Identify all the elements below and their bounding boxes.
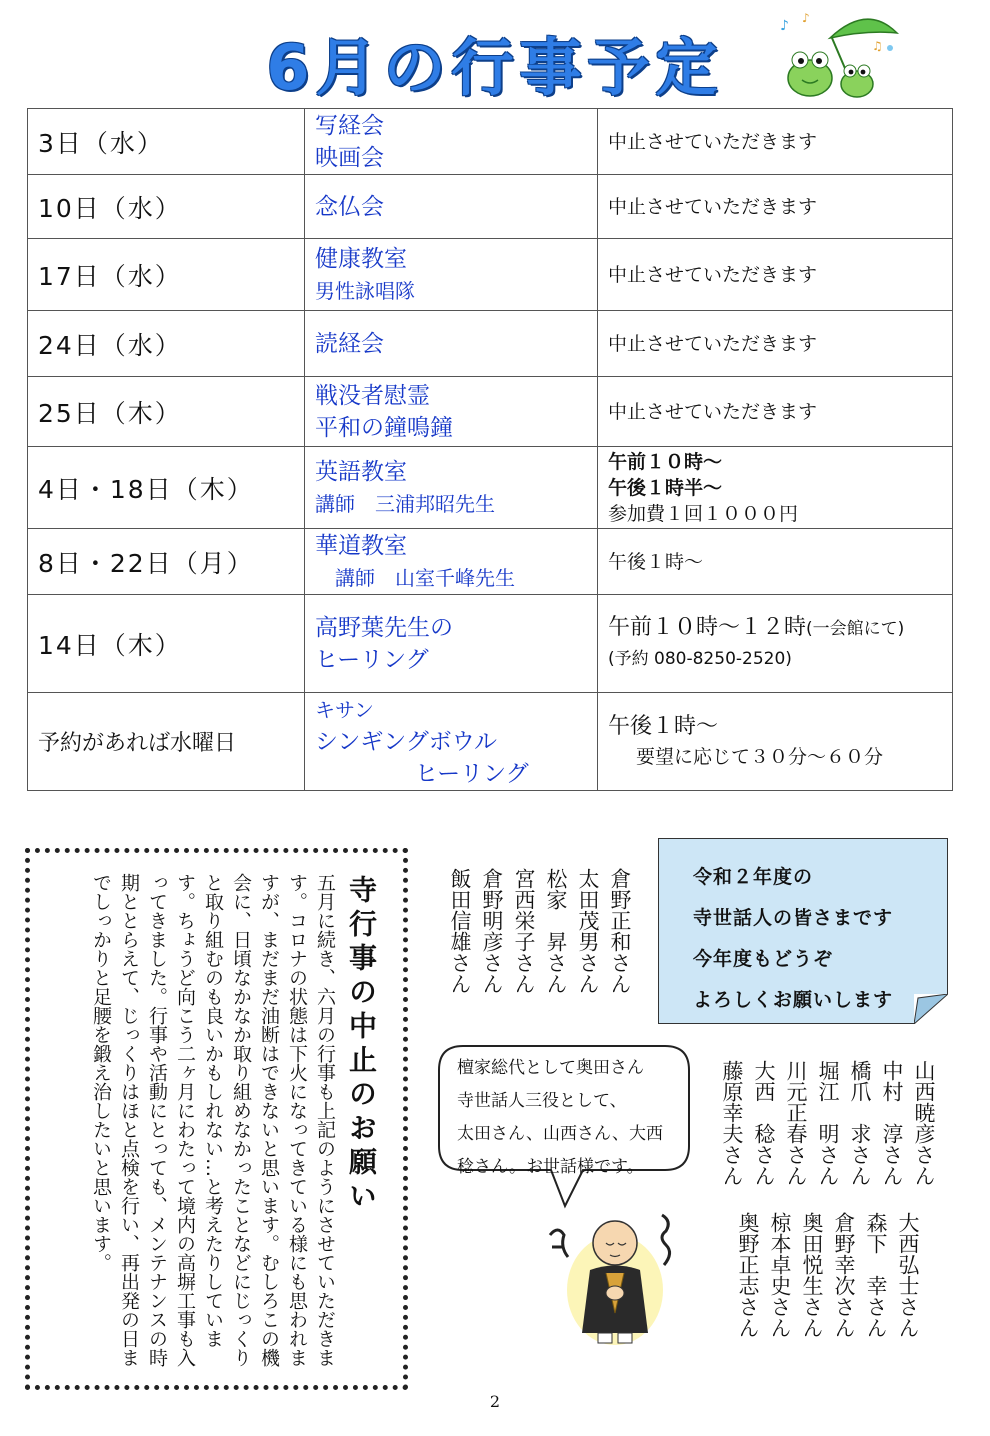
greeting-line: 寺世話人の皆さまです xyxy=(693,907,894,929)
event-name: ヒーリング xyxy=(315,646,429,673)
name-item: 山西暁彦さん xyxy=(912,1060,936,1186)
schedule-table xyxy=(27,108,953,791)
table-row xyxy=(28,239,953,311)
names-group-3 xyxy=(732,1212,924,1352)
event-name: 男性詠唱隊 xyxy=(315,278,415,303)
note-cell: 中止させていただきます xyxy=(598,239,953,311)
note-cell xyxy=(598,693,953,791)
date-cell: 予約があれば水曜日 xyxy=(28,693,305,791)
bubble-line: 寺世話人三役として、 xyxy=(457,1091,627,1111)
date-cell: 17日（水） xyxy=(28,239,305,311)
svg-text:♫: ♫ xyxy=(872,39,883,53)
event-name: 華道教室 xyxy=(315,532,407,559)
note-cell: 中止させていただきます xyxy=(598,377,953,447)
name-item: 川元正春さん xyxy=(784,1060,808,1186)
event-name: 平和の鐘鳴鐘 xyxy=(315,414,453,441)
frog-illustration xyxy=(772,8,902,103)
note-line: (予約 080-8250-2520) xyxy=(608,649,792,669)
table-row xyxy=(28,693,953,791)
note-cell: 午後１時～ xyxy=(598,529,953,595)
name-item: 大西 稔さん xyxy=(752,1060,776,1186)
note-line: 午後１時～ xyxy=(608,713,719,739)
event-name: 映画会 xyxy=(315,144,384,171)
name-item: 太田茂男さん xyxy=(576,868,600,994)
event-cell xyxy=(305,239,598,311)
note-cell: 中止させていただきます xyxy=(598,109,953,175)
name-item: 飯田信雄さん xyxy=(448,868,472,994)
name-item: 倉野明彦さん xyxy=(480,868,504,994)
bubble-line: 稔さん。お世話様です。 xyxy=(457,1157,644,1177)
name-item: 奥田悦生さん xyxy=(800,1212,824,1338)
event-cell xyxy=(305,109,598,175)
table-row xyxy=(28,109,953,175)
instructor: 講師 山室千峰先生 xyxy=(335,565,515,590)
event-cell xyxy=(305,175,598,239)
notice-body: 五月に続き、六月の行事も上記のようにさせていただきます。コロナの状態は下火になってきている様にも思われますが、まだまだ油断はできないと思います。むしろこの機会に、日頃なかなか取り組めなかったことなどにじっくりと取り組むのも良いかもしれない…と考えたりしています。ちょうど向こう二ヶ月にわたって境内の高塀工事も入ってきました。行事や活動にとっても、メンテナンスの時期ととらえて、じっくりはほと点検を行い、再出発の日までしっかりと足腰を鍛え治したいと思います。 xyxy=(90,873,336,1367)
name-item: 宮西栄子さん xyxy=(512,868,536,994)
note-line: (一会館にて) xyxy=(806,619,905,639)
date-cell: 10日（水） xyxy=(28,175,305,239)
note-line: 要望に応じて３０分～６０分 xyxy=(636,745,884,768)
names-group-2 xyxy=(716,1060,940,1200)
table-row xyxy=(28,447,953,529)
bubble-line: 太田さん、山西さん、大西 xyxy=(457,1124,664,1144)
event-cell xyxy=(305,377,598,447)
greeting-line: 今年度もどうぞ xyxy=(693,948,834,970)
notice-box xyxy=(25,848,408,1390)
greeting-line: よろしくお願いします xyxy=(693,989,894,1011)
notice-title: 寺行事の中止のお願い xyxy=(345,875,378,1215)
date-cell: 25日（木） xyxy=(28,377,305,447)
page-title: 6月の行事予定 xyxy=(266,31,724,104)
name-item: 椋本卓史さん xyxy=(768,1212,792,1338)
name-item: 堀江 明さん xyxy=(816,1060,840,1186)
event-name: 読経会 xyxy=(315,330,384,357)
note-cell: 中止させていただきます xyxy=(598,175,953,239)
svg-text:♪: ♪ xyxy=(802,11,810,25)
bubble-line: 檀家総代として奥田さん xyxy=(457,1058,644,1078)
note-cell xyxy=(598,447,953,529)
note-line: 午前１０時～ xyxy=(608,450,723,473)
note-line: 午後１時半～ xyxy=(608,476,723,499)
note-cell xyxy=(598,595,953,693)
note-line: 参加費１回１０００円 xyxy=(608,502,799,525)
event-cell xyxy=(305,447,598,529)
event-name: 戦没者慰霊 xyxy=(315,382,430,409)
page-number: 2 xyxy=(489,1392,501,1411)
event-cell xyxy=(305,595,598,693)
name-item: 大西弘士さん xyxy=(896,1212,920,1338)
date-cell: 3日（水） xyxy=(28,109,305,175)
event-name: キサン xyxy=(315,697,374,722)
name-item: 森下 幸さん xyxy=(864,1212,888,1338)
event-cell xyxy=(305,529,598,595)
event-name: 写経会 xyxy=(315,112,384,139)
name-item: 倉野正和さん xyxy=(608,868,632,994)
name-item: 藤原幸夫さん xyxy=(720,1060,744,1186)
folded-corner-icon xyxy=(914,994,948,1024)
monk-illustration xyxy=(540,1195,690,1355)
name-item: 松家 昇さん xyxy=(544,868,568,994)
event-cell xyxy=(305,693,598,791)
greeting-line: 令和２年度の xyxy=(693,866,814,888)
greeting-note xyxy=(658,838,948,1024)
event-name: 念仏会 xyxy=(315,193,384,220)
date-cell: 8日・22日（月） xyxy=(28,529,305,595)
name-item: 中村 淳さん xyxy=(880,1060,904,1186)
names-group-1 xyxy=(444,868,636,1068)
event-name: シンギングボウル xyxy=(315,728,498,755)
table-row xyxy=(28,595,953,693)
event-name: ヒーリング xyxy=(415,760,529,787)
instructor: 講師 三浦邦昭先生 xyxy=(315,491,495,516)
table-row xyxy=(28,529,953,595)
event-name: 高野葉先生の xyxy=(315,614,453,641)
date-cell: 24日（水） xyxy=(28,311,305,377)
date-cell: 4日・18日（木） xyxy=(28,447,305,529)
date-cell: 14日（木） xyxy=(28,595,305,693)
table-row xyxy=(28,311,953,377)
svg-text:♪: ♪ xyxy=(780,18,789,34)
event-cell xyxy=(305,311,598,377)
name-item: 奥野正志さん xyxy=(736,1212,760,1338)
table-row xyxy=(28,175,953,239)
note-line: 午前１０時～１２時 xyxy=(608,615,807,640)
name-item: 橋爪 求さん xyxy=(848,1060,872,1186)
event-name: 英語教室 xyxy=(315,458,407,485)
event-name: 健康教室 xyxy=(315,245,407,272)
name-item: 倉野幸次さん xyxy=(832,1212,856,1338)
table-row xyxy=(28,377,953,447)
note-cell: 中止させていただきます xyxy=(598,311,953,377)
speech-bubble-text xyxy=(457,1052,687,1184)
